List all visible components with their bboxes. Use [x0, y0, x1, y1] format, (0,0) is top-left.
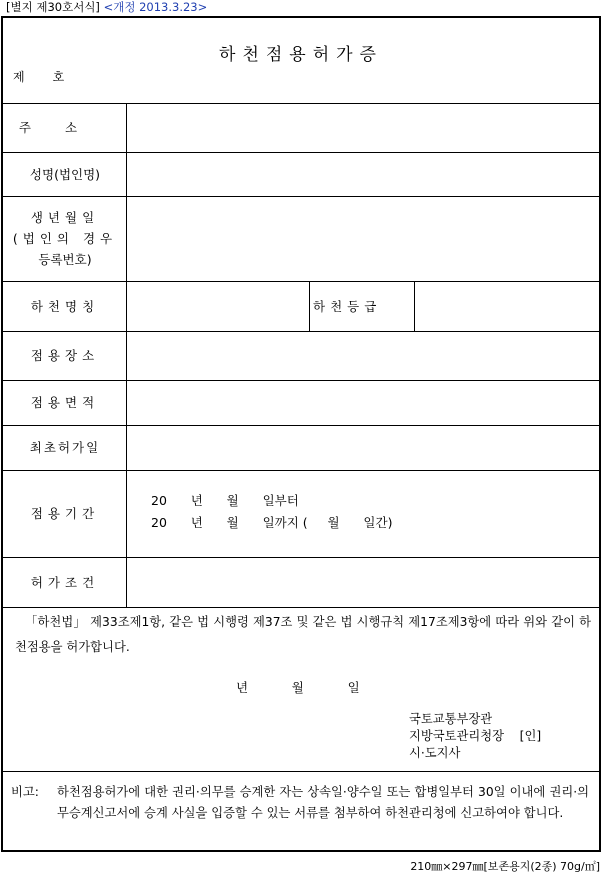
row-divider	[3, 607, 599, 608]
revision-note: <개정 2013.3.23>	[103, 0, 208, 14]
form-label: [별지 제30호서식]	[6, 0, 100, 14]
name-label: 성명(법인명)	[29, 166, 101, 182]
remarks-label: 비고:	[11, 785, 39, 799]
authority-line-2: 지방국토관리청장 [인]	[409, 729, 542, 743]
row-divider	[3, 771, 599, 772]
address-label: 주소	[18, 120, 112, 135]
remarks	[11, 782, 589, 824]
period-label: 점용기간	[30, 506, 100, 521]
period-to: 20 년 월 일까지 ( 월 일간)	[151, 515, 393, 530]
area-label: 점용면적	[30, 395, 100, 410]
first-permit-label: 최초허가일	[29, 440, 101, 455]
form-frame	[1, 16, 601, 852]
authority-line-1: 국토교통부장관	[409, 712, 493, 726]
document-title: 하천점용허가증	[219, 45, 383, 65]
conditions-label: 허가조건	[30, 574, 100, 590]
authority-line-3: 시·도지사	[409, 746, 461, 760]
remarks-text: 하천점용허가에 대한 권리·의무를 승계한 자는 상속일·양수일 또는 합병일부터 30일 이내에 권리·의무승계신고서에 승계 사실을 입증할 수 있는 서류를 첨부하여 하천관리청에 신고하여야 합니다.	[57, 785, 589, 820]
issue-date: 년 월 일	[236, 680, 360, 695]
permit-statement: 「하천법」 제33조제1항, 같은 법 시행령 제37조 및 같은 법 시행규칙 제17조제3항에 따라 위와 같이 하천점용을 허가합니다.	[15, 615, 591, 654]
period-from: 20 년 월 일부터	[151, 493, 299, 508]
birth-label: 생년월일 (법인의 경우 등록번호)	[12, 210, 118, 267]
river-grade-label: 하천등급	[313, 298, 382, 314]
form-header	[6, 0, 207, 14]
number-label: 제호	[13, 70, 93, 84]
river-name-label: 하천명칭	[30, 298, 100, 314]
location-label: 점용장소	[30, 348, 100, 363]
paper-spec: 210㎜×297㎜[보존용지(2종) 70g/㎡]	[410, 860, 600, 873]
